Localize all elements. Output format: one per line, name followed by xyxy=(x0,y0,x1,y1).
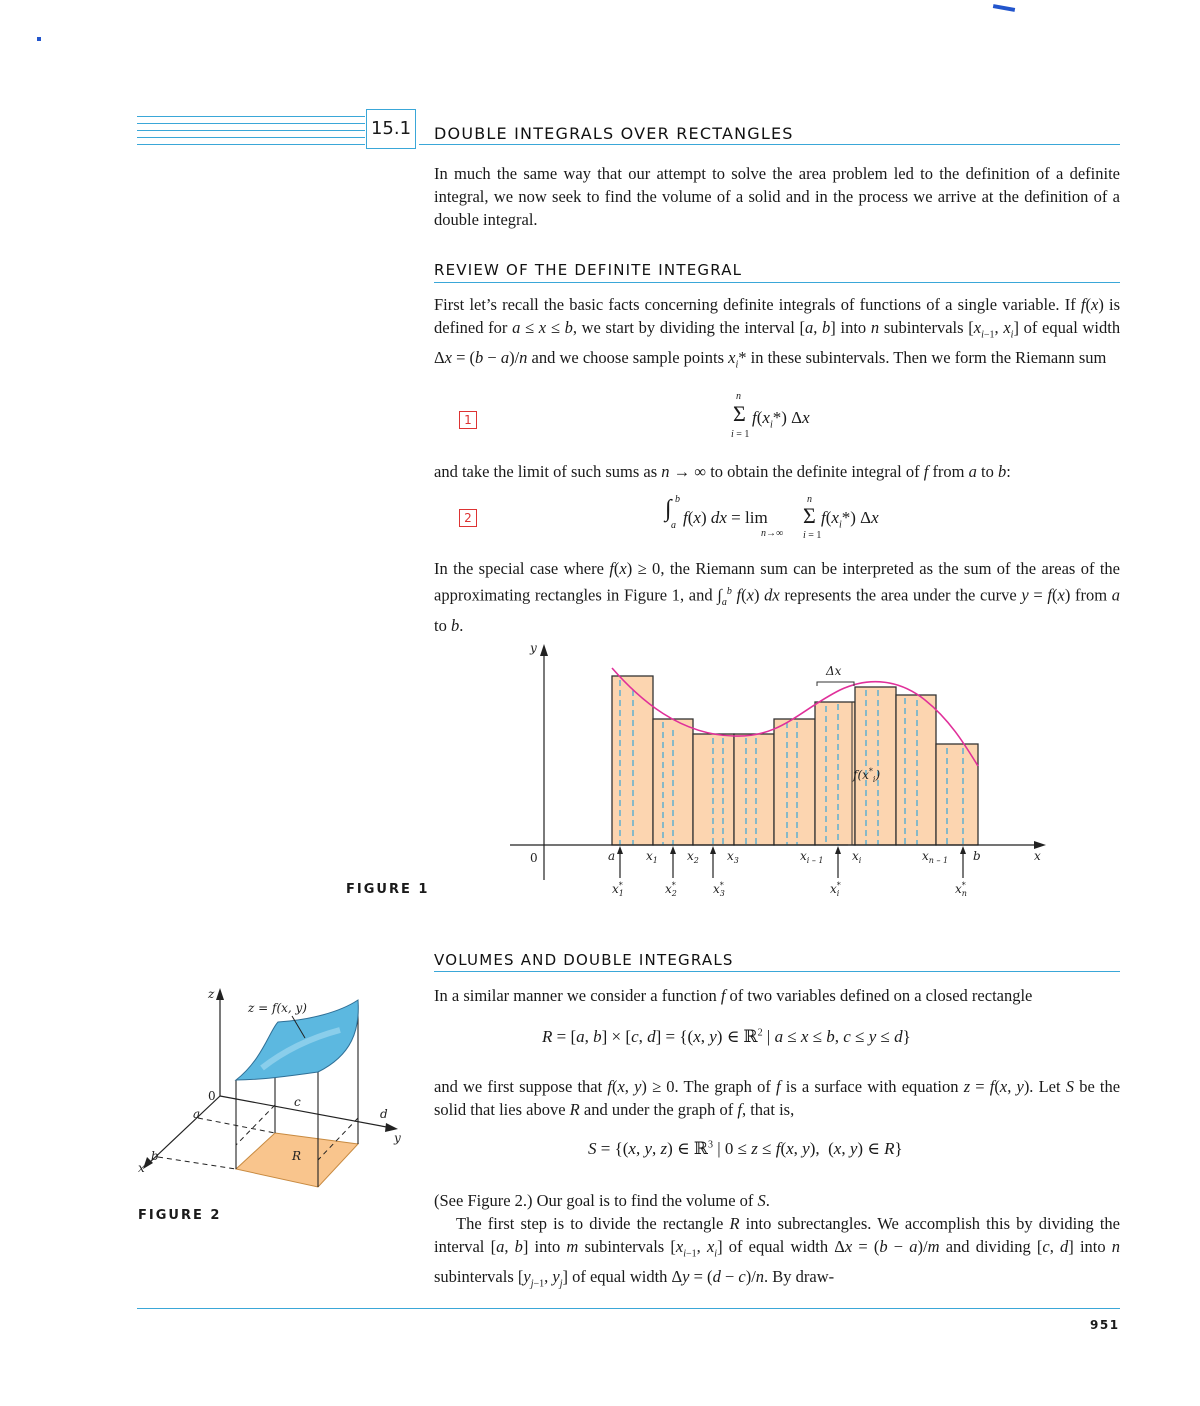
volumes-paragraph-4: The first step is to divide the rectangle R into subrectangles. We accomplish this by dividing the interval [a, b] into m subintervals [$x_{i-1}$, $x_i$] of equal width Δx = (b − a)/m and dividing [c, d] into n subintervals [$y_{j-1}$, $y_j$] of equal width Δy = (d − c)/n. By draw- xyxy=(434,1214,1121,1290)
equation-2-number: 2 xyxy=(459,509,477,527)
figure-1-riemann-plot xyxy=(500,640,1060,905)
tick-xi: $x_i$ xyxy=(852,849,862,865)
origin-label: 0 xyxy=(530,851,538,865)
intro-paragraph: In much the same way that our attempt to solve the area problem led to the definition of a definite integral, we now seek to find the volume of a solid and in the process we arrive at the definition of a double integral. xyxy=(434,164,1120,229)
tick-x3: $x_3$ xyxy=(727,849,739,865)
tick-xnm1: $x_{n - 1}$ xyxy=(922,849,949,865)
rect-7 xyxy=(855,687,896,845)
sample-xi: x* i xyxy=(830,881,841,898)
sample-x3: x* 3 xyxy=(713,881,725,898)
volumes-paragraph-1: In a similar manner we consider a function f of two variables defined on a closed rectangle xyxy=(434,986,1033,1005)
equation-1-number: 1 xyxy=(459,411,477,429)
sample-x1: x* 1 xyxy=(612,881,624,898)
section-number-text: 15.1 xyxy=(370,118,412,139)
f2-c-label: c xyxy=(294,1095,301,1109)
page-number: 951 xyxy=(1090,1318,1120,1332)
delta-x-label: Δx xyxy=(826,664,842,678)
volumes-paragraph-2: and we first suppose that f(x, y) ≥ 0. The graph of f is a surface with equation z = f(x, y). Let S be the solid that lies above R and under the graph of f, that is, xyxy=(434,1077,1121,1119)
f2-b-label: b xyxy=(151,1149,159,1163)
fx-label: $f(x^*_i)$ xyxy=(853,767,881,784)
tick-xim1: $x_{i - 1}$ xyxy=(800,849,824,865)
rect-4 xyxy=(734,734,774,845)
corner-mark xyxy=(37,37,41,41)
f2-z-label: z xyxy=(208,987,215,1001)
section-title: DOUBLE INTEGRALS OVER RECTANGLES xyxy=(434,124,794,143)
figure-1-label: FIGURE 1 xyxy=(346,882,430,897)
f2-a-label: a xyxy=(193,1107,201,1121)
volumes-heading: VOLUMES AND DOUBLE INTEGRALS xyxy=(434,951,734,969)
y-axis-label: y xyxy=(530,641,537,655)
tick-a: a xyxy=(608,849,616,863)
volumes-rule xyxy=(434,971,1120,972)
tick-x1: $x_1$ xyxy=(646,849,658,865)
review-paragraph-1: First let’s recall the basic facts concerning definite integrals of functions of a single variable. If f(x) is defined for a ≤ x ≤ b, we start by dividing the interval [a, b] into n subintervals [$x_{i-1}$, $x_i$] of equal width Δx = (b − a)/n and we choose sample points $x_i*$ in these subintervals. Then we form the Riemann sum xyxy=(434,295,1121,371)
figure-2-surface-plot xyxy=(135,980,415,1190)
review-rule xyxy=(434,282,1120,283)
section-number xyxy=(366,109,416,149)
f2-surface-label: z = f(x, y) xyxy=(248,1001,307,1015)
y-axis-arrow xyxy=(540,644,548,656)
tick-x2: $x_2$ xyxy=(687,849,699,865)
review-heading: REVIEW OF THE DEFINITE INTEGRAL xyxy=(434,261,743,279)
tick-b: b xyxy=(973,849,981,863)
f2-z-arrow xyxy=(216,988,224,1000)
review-paragraph-3: In the special case where f(x) ≥ 0, the Riemann sum can be interpreted as the sum of the areas of the approximating rectangles in Figure 1, and $\int_a^b$ f(x) dx represents the area under the curve y = f(x) from a to b. xyxy=(434,559,1121,635)
sample-arrowheads xyxy=(617,846,966,854)
rect-5 xyxy=(774,719,815,845)
sample-arrows xyxy=(620,850,963,878)
rect-6 xyxy=(815,702,855,845)
sample-x2: x* 2 xyxy=(665,881,677,898)
rectangle-R-equation: R = [a, b] × [c, d] = {(x, y) ∈ ℝ$^2$ | a ≤ x ≤ b, c ≤ y ≤ d} xyxy=(542,1027,911,1046)
f2-d-label: d xyxy=(380,1107,388,1121)
rect-8 xyxy=(896,695,936,845)
sample-xn: x* n xyxy=(955,881,967,898)
solid-S-equation: S = {(x, y, z) ∈ ℝ$^3$ | 0 ≤ z ≤ f(x, y), (x, y) ∈ R} xyxy=(588,1139,903,1158)
f2-R-label: R xyxy=(292,1149,302,1163)
figure-2-label: FIGURE 2 xyxy=(138,1208,222,1223)
rect-9 xyxy=(936,744,978,845)
footer-rule xyxy=(137,1308,1120,1309)
f2-x-label: x xyxy=(138,1161,145,1175)
top-mark xyxy=(993,4,1015,12)
f2-y-label: y xyxy=(394,1131,401,1145)
x-axis-arrow xyxy=(1034,841,1046,849)
f2-origin-label: 0 xyxy=(208,1089,216,1103)
review-paragraph-2: and take the limit of such sums as n → ∞ to obtain the definite integral of f from a to b: xyxy=(434,462,1011,481)
riemann-rectangles xyxy=(612,676,978,845)
x-axis-label: x xyxy=(1034,849,1041,863)
volumes-paragraph-3: (See Figure 2.) Our goal is to find the volume of S. xyxy=(434,1191,770,1210)
